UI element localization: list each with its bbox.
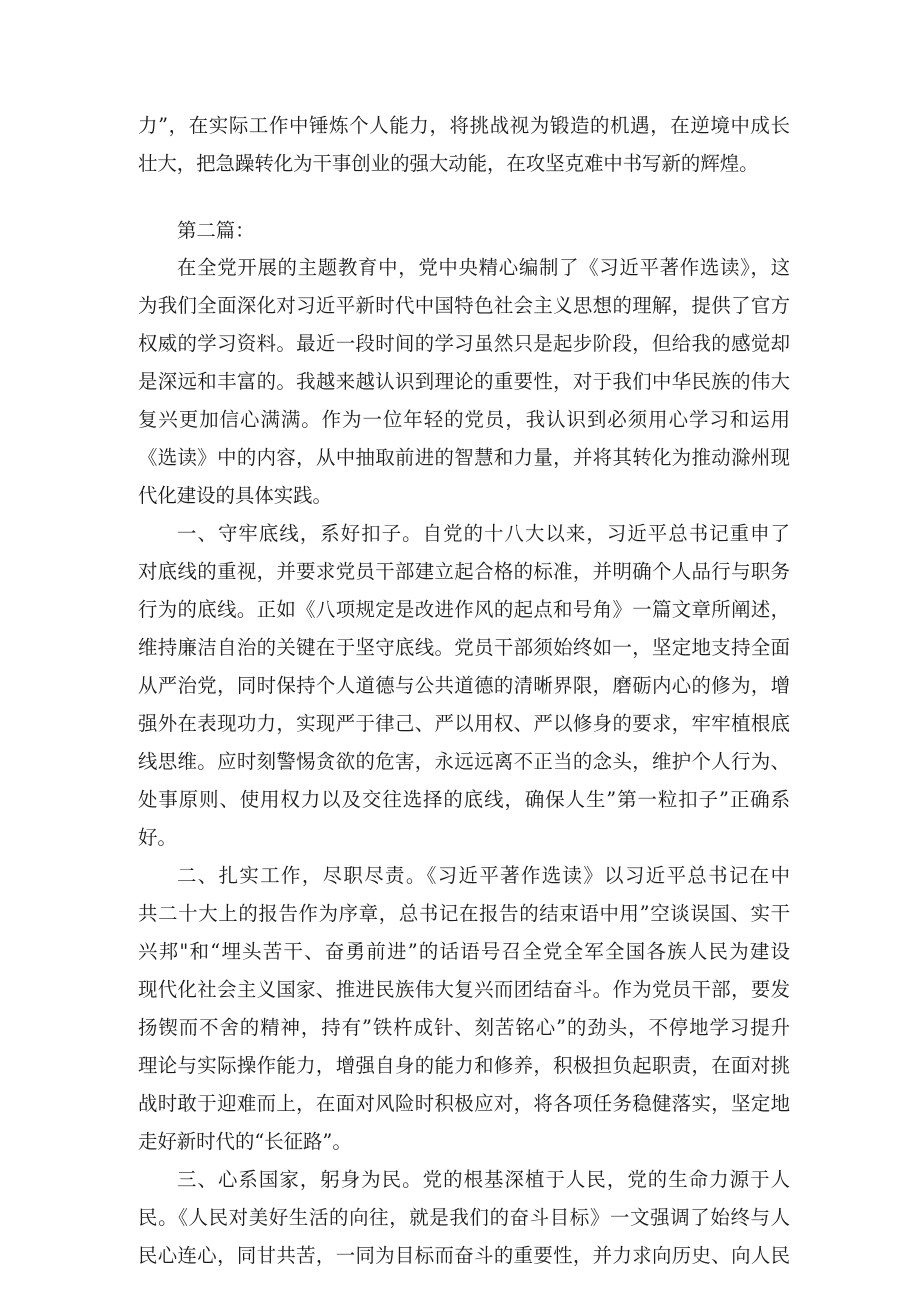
text-line: 理论与实际操作能力，增强自身的能力和修养，积极担负起职责，在面对挑	[138, 1054, 790, 1077]
section-heading: 第二篇：	[177, 219, 255, 242]
text-line: 扬锲而不舍的精神，持有”铁杵成针、刻苦铭心”的劲头，不停地学习提升	[138, 1016, 790, 1039]
text-line: 代化建设的具体实践。	[138, 484, 332, 507]
text-line: 走好新时代的“长征路”。	[138, 1130, 352, 1153]
text-line: 共二十大上的报告作为序章，总书记在报告的结束语中用”空谈误国、实干	[138, 902, 790, 925]
text-line: 力”，在实际工作中锤炼个人能力，将挑战视为锻造的机遇，在逆境中成长	[138, 114, 790, 137]
text-line: 对底线的重视，并要求党员干部建立起合格的标准，并明确个人品行与职务	[138, 560, 790, 583]
text-line: 权威的学习资料。最近一段时间的学习虽然只是起步阶段，但给我的感觉却	[138, 332, 790, 355]
text-line: 战时敢于迎难而上，在面对风险时积极应对，将各项任务稳健落实，坚定地	[138, 1092, 790, 1115]
text-line: 强外在表现功力，实现严于律己、严以用权、严以修身的要求，牢牢植根底	[138, 712, 790, 735]
text-line: 壮大，把急躁转化为干事创业的强大动能，在攻坚克难中书写新的辉煌。	[138, 152, 759, 175]
text-line: 民心连心，同甘共苦，一同为目标而奋斗的重要性，并力求向历史、向人民	[138, 1244, 790, 1267]
text-line: 从严治党，同时保持个人道德与公共道德的清晰界限，磨砺内心的修为，增	[138, 674, 790, 697]
text-line: 行为的底线。正如《八项规定是改进作风的起点和号角》一篇文章所阐述，	[138, 598, 790, 621]
text-line: 三、心系国家，躬身为民。党的根基深植于人民，党的生命力源于人	[177, 1168, 790, 1191]
text-line: 兴邦"和“埋头苦干、奋勇前进”的话语号召全党全军全国各族人民为建设	[138, 940, 790, 963]
text-line: 二、扎实工作，尽职尽责。《习近平著作选读》以习近平总书记在中	[177, 864, 790, 887]
text-line: 民。《人民对美好生活的向往，就是我们的奋斗目标》一文强调了始终与人	[138, 1206, 790, 1229]
text-line: 为我们全面深化对习近平新时代中国特色社会主义思想的理解，提供了官方	[138, 294, 790, 317]
text-line: 在全党开展的主题教育中，党中央精心编制了《习近平著作选读》，这	[177, 256, 790, 279]
text-line: 现代化社会主义国家、推进民族伟大复兴而团结奋斗。作为党员干部，要发	[138, 978, 790, 1001]
text-line: 线思维。应时刻警惕贪欲的危害，永远远离不正当的念头，维护个人行为、	[138, 750, 790, 773]
text-line: 复兴更加信心满满。作为一位年轻的党员，我认识到必须用心学习和运用	[138, 408, 790, 431]
text-line: 一、守牢底线，系好扣子。自党的十八大以来，习近平总书记重申了	[177, 522, 790, 545]
text-line: 维持廉洁自治的关键在于坚守底线。党员干部须始终如一，坚定地支持全面	[138, 636, 790, 659]
text-line: 好。	[138, 826, 177, 849]
text-line: 是深远和丰富的。我越来越认识到理论的重要性，对于我们中华民族的伟大	[138, 370, 790, 393]
text-line: 《选读》中的内容，从中抽取前进的智慧和力量，并将其转化为推动滁州现	[138, 446, 790, 469]
text-line: 处事原则、使用权力以及交往选择的底线，确保人生”第一粒扣子”正确系	[138, 788, 790, 811]
